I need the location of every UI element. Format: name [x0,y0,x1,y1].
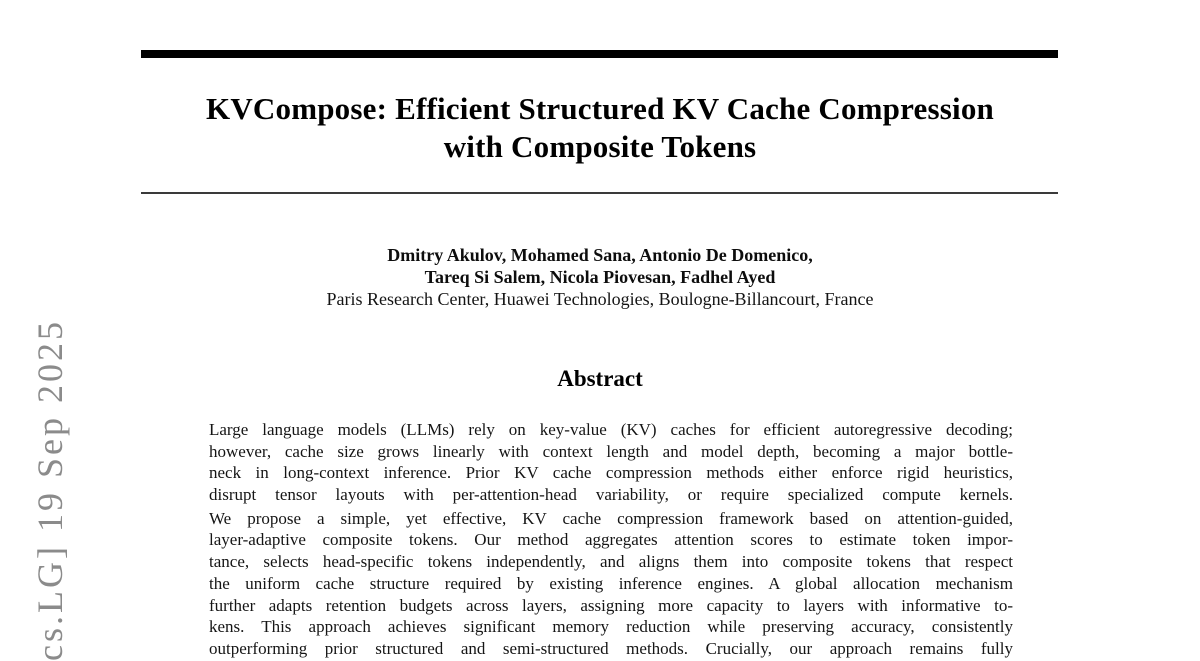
arxiv-stamp-text: cs.LG] 19 Sep 2025 [30,319,70,661]
paper-title [0,90,1200,166]
title-line-2: with Composite Tokens [443,129,757,164]
title-line-1: KVCompose: Efficient Structured KV Cache Compression [206,91,994,126]
abstract-line: We propose a simple, yet effective, KV cache compression framework based on attention-guided, [209,508,1013,528]
abstract-paragraph-1 [209,419,1013,506]
abstract-paragraph-2 [209,508,1013,660]
abstract-line: further adapts retention budgets across layers, assigning more capacity to layers with informative to- [209,595,1013,615]
abstract-section [209,419,1013,660]
affiliation: Paris Research Center, Huawei Technologies, Boulogne-Billancourt, France [326,289,874,309]
abstract-line: however, cache size grows linearly with context length and model depth, becoming a major bottle- [209,441,1013,461]
abstract-heading: Abstract [557,366,643,391]
author-line-1: Dmitry Akulov, Mohamed Sana, Antonio De Domenico, [387,245,813,265]
title-rule [141,192,1058,194]
abstract-line: disrupt tensor layouts with per-attention-head variability, or require specialized compute kernels. [209,485,1013,505]
abstract-line: the uniform cache structure required by existing inference engines. A global allocation mechanism [209,573,1013,593]
author-line-2: Tareq Si Salem, Nicola Piovesan, Fadhel Ayed [424,267,776,287]
abstract-line: Large language models (LLMs) rely on key-value (KV) caches for efficient autoregressive decoding; [209,420,1013,439]
top-rule [141,50,1058,58]
abstract-line: outperforming prior structured and semi-structured methods. Crucially, our approach remains fully [209,638,1013,658]
abstract-line: neck in long-context inference. Prior KV cache compression methods either enforce rigid heuristics, [209,463,1013,483]
authors-block [0,244,1200,310]
abstract-line: layer-adaptive composite tokens. Our method aggregates attention scores to estimate token impor- [209,530,1013,550]
abstract-line: kens. This approach achieves significant memory reduction while preserving accuracy, consistently [209,617,1013,637]
abstract-line: tance, selects head-specific tokens independently, and aligns them into composite tokens that respect [209,552,1013,572]
